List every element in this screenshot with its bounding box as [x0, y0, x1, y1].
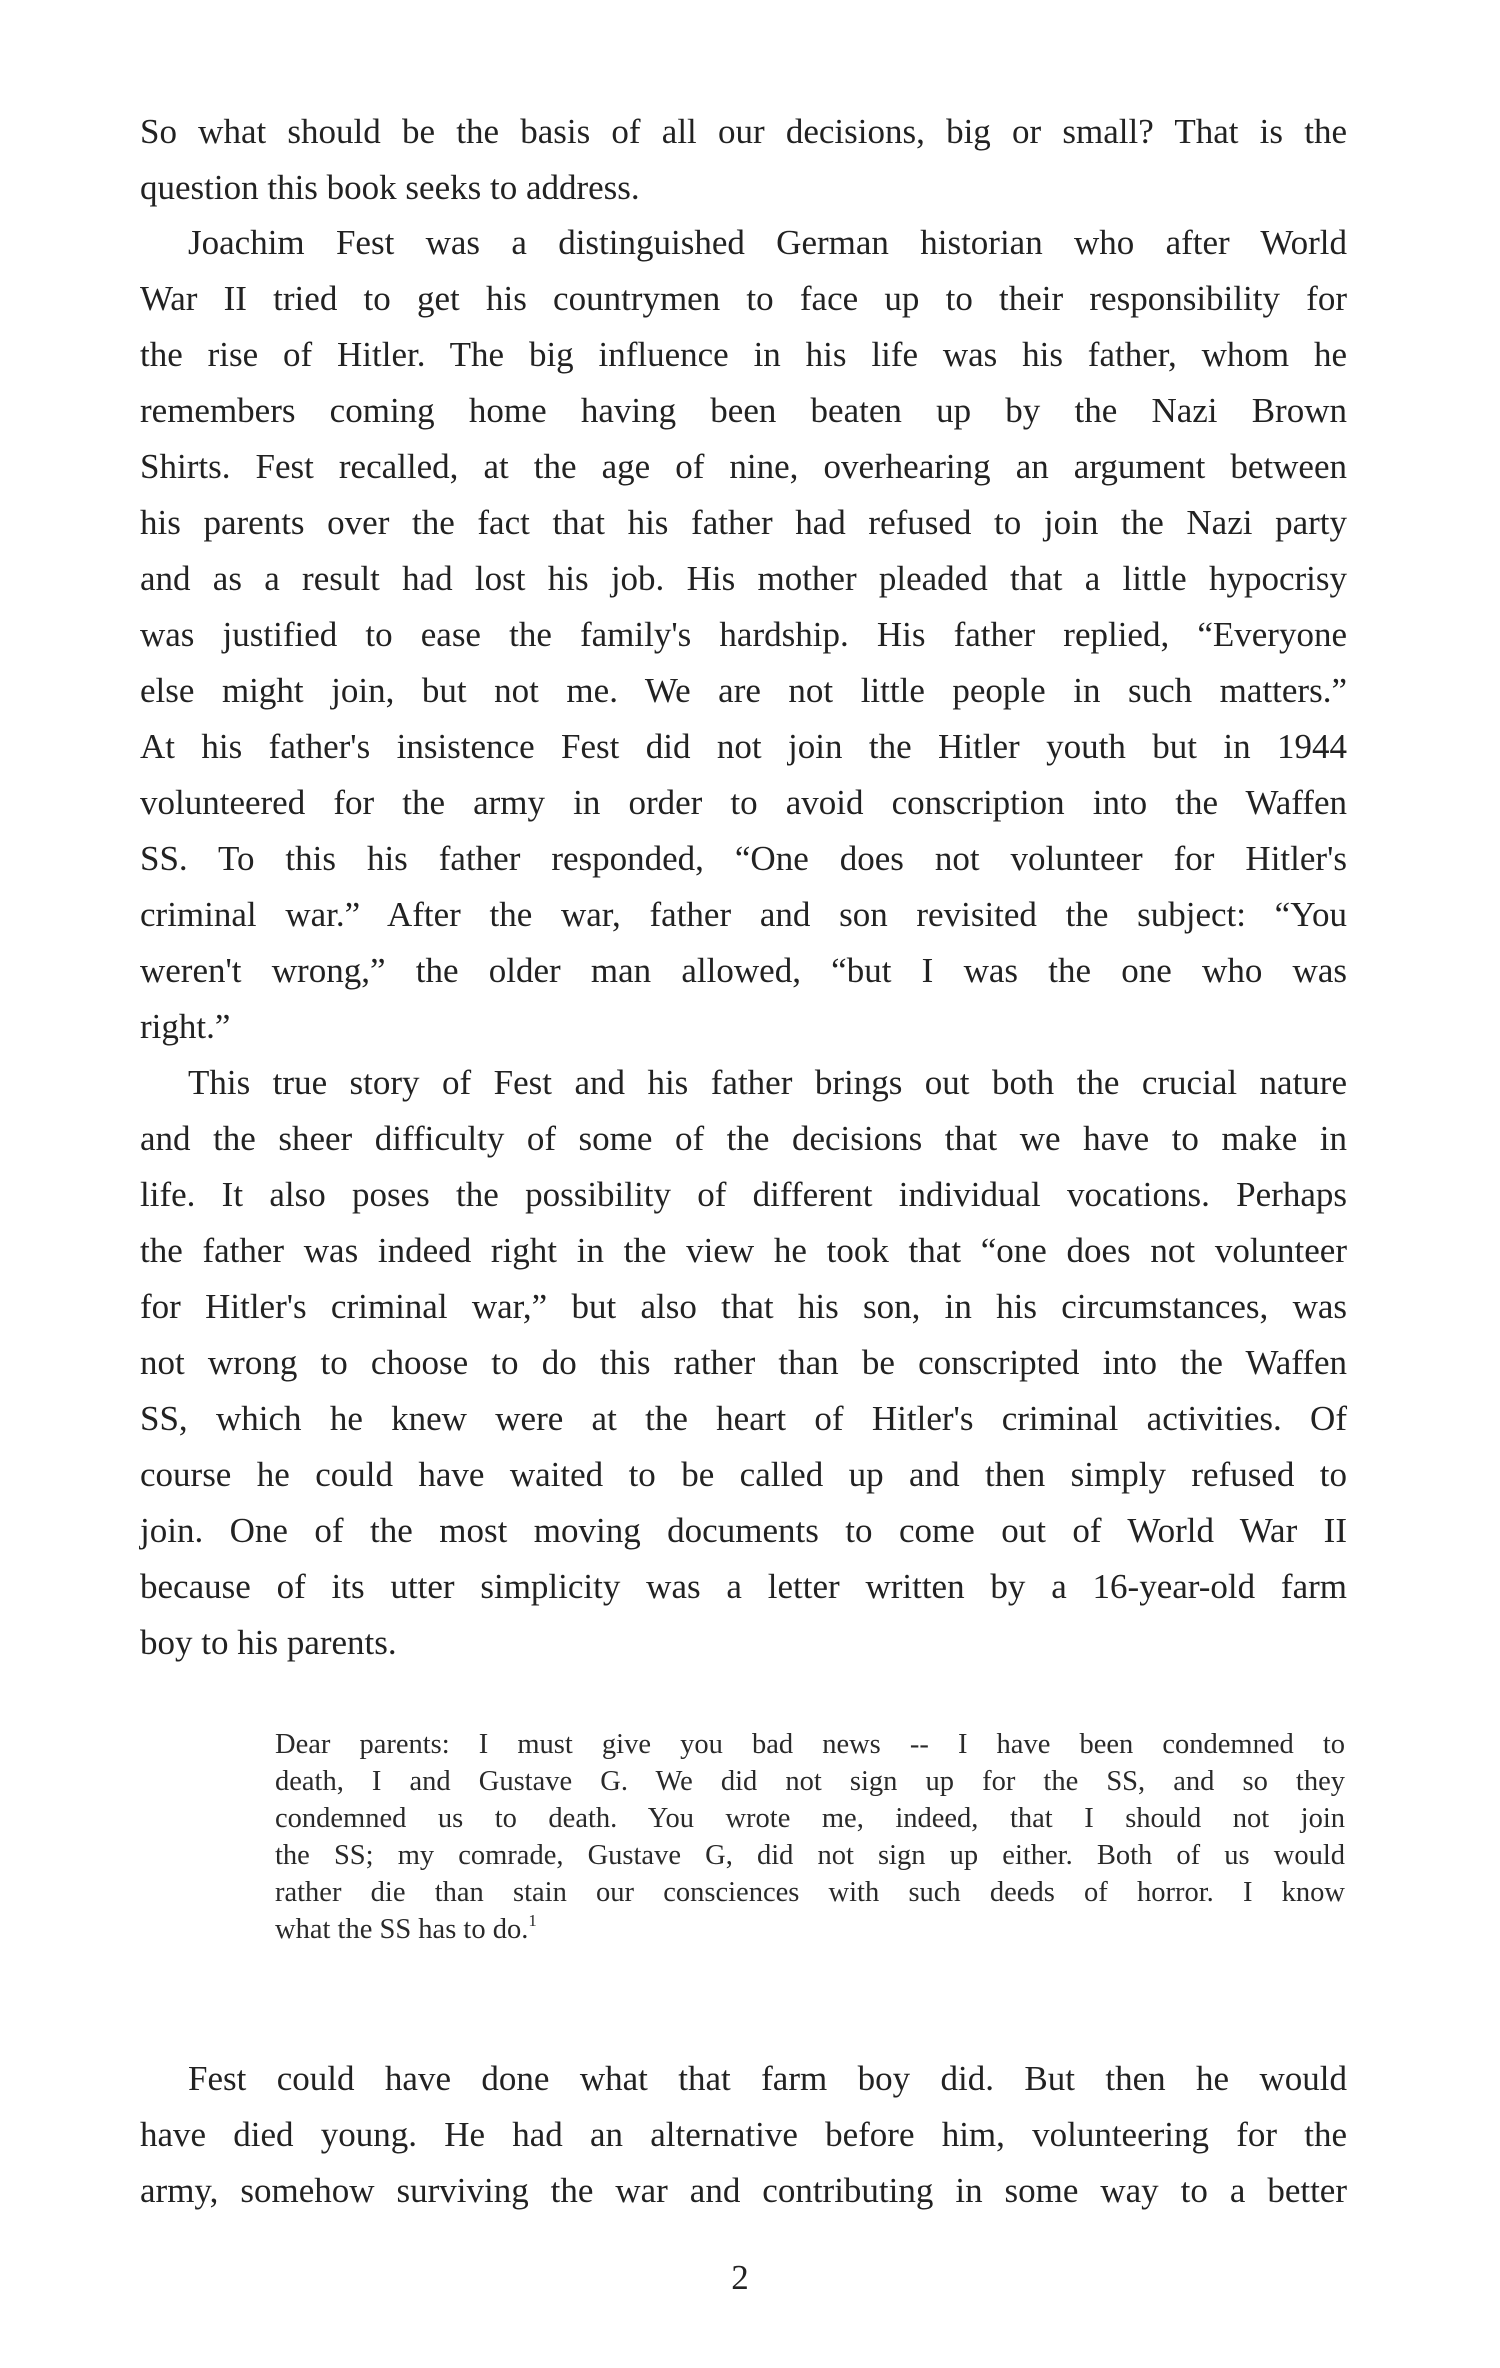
text-line: the rise of Hitler. The big influence in his life was his father, whom he: [140, 335, 1347, 374]
text-line: criminal war.” After the war, father and son revisited the subject: “You: [140, 895, 1347, 934]
paragraph-3: [140, 1055, 1347, 1671]
text-line: condemned us to death. You wrote me, indeed, that I should not join: [275, 1803, 1345, 1834]
text-line: army, somehow surviving the war and contributing in some way to a better: [140, 2171, 1347, 2210]
text-line: not wrong to choose to do this rather than be conscripted into the Waffen: [140, 1343, 1347, 1382]
paragraph-4: [140, 2051, 1347, 2219]
text-line: Joachim Fest was a distinguished German historian who after World: [188, 223, 1347, 262]
text-line: Shirts. Fest recalled, at the age of nine, overhearing an argument between: [140, 447, 1347, 486]
text-line: right.”: [140, 1007, 231, 1046]
text-line: what the SS has to do.$^1$: [275, 1911, 537, 1945]
text-line: course he could have waited to be called up and then simply refused to: [140, 1455, 1347, 1494]
text-line: War II tried to get his countrymen to face up to their responsibility for: [140, 279, 1347, 318]
text-line: Dear parents: I must give you bad news -- I have been condemned to: [275, 1729, 1345, 1760]
block-quote: [275, 1726, 1345, 1948]
text-line: the father was indeed right in the view he took that “one does not volunteer: [140, 1231, 1347, 1270]
text-line: This true story of Fest and his father brings out both the crucial nature: [188, 1063, 1347, 1102]
text-line: question this book seeks to address.: [140, 168, 640, 207]
text-line: and the sheer difficulty of some of the decisions that we have to make in: [140, 1119, 1347, 1158]
text-line: life. It also poses the possibility of different individual vocations. Perhaps: [140, 1175, 1347, 1214]
text-line: So what should be the basis of all our decisions, big or small? That is the: [140, 112, 1347, 151]
page-number: 2: [731, 2258, 749, 2297]
footnote-marker: 1: [528, 1911, 537, 1930]
text-line: for Hitler's criminal war,” but also that his son, in his circumstances, was: [140, 1287, 1347, 1326]
text-line: his parents over the fact that his father had refused to join the Nazi party: [140, 503, 1347, 542]
text-line: Fest could have done what that farm boy did. But then he would: [188, 2059, 1347, 2098]
text-line: was justified to ease the family's hardship. His father replied, “Everyone: [140, 615, 1347, 654]
text-line: volunteered for the army in order to avoid conscription into the Waffen: [140, 783, 1347, 822]
text-line: death, I and Gustave G. We did not sign up for the SS, and so they: [275, 1766, 1345, 1797]
text-line: weren't wrong,” the older man allowed, “but I was the one who was: [140, 951, 1347, 990]
text-line: else might join, but not me. We are not little people in such matters.”: [140, 671, 1347, 710]
text-line: have died young. He had an alternative before him, volunteering for the: [140, 2115, 1347, 2154]
text-line: join. One of the most moving documents to come out of World War II: [140, 1511, 1347, 1550]
text-line: SS, which he knew were at the heart of Hitler's criminal activities. Of: [140, 1399, 1347, 1438]
text-line: SS. To this his father responded, “One does not volunteer for Hitler's: [140, 839, 1347, 878]
text-line: because of its utter simplicity was a letter written by a 16-year-old farm: [140, 1567, 1347, 1606]
text-line: and as a result had lost his job. His mother pleaded that a little hypocrisy: [140, 559, 1347, 598]
paragraph-2: [140, 215, 1347, 1055]
text-line: boy to his parents.: [140, 1623, 397, 1662]
text-line: rather die than stain our consciences with such deeds of horror. I know: [275, 1877, 1345, 1908]
text-line: remembers coming home having been beaten up by the Nazi Brown: [140, 391, 1347, 430]
text-line: the SS; my comrade, Gustave G, did not sign up either. Both of us would: [275, 1840, 1345, 1871]
text-line: At his father's insistence Fest did not join the Hitler youth but in 1944: [140, 727, 1347, 766]
paragraph-1: [140, 104, 1347, 216]
